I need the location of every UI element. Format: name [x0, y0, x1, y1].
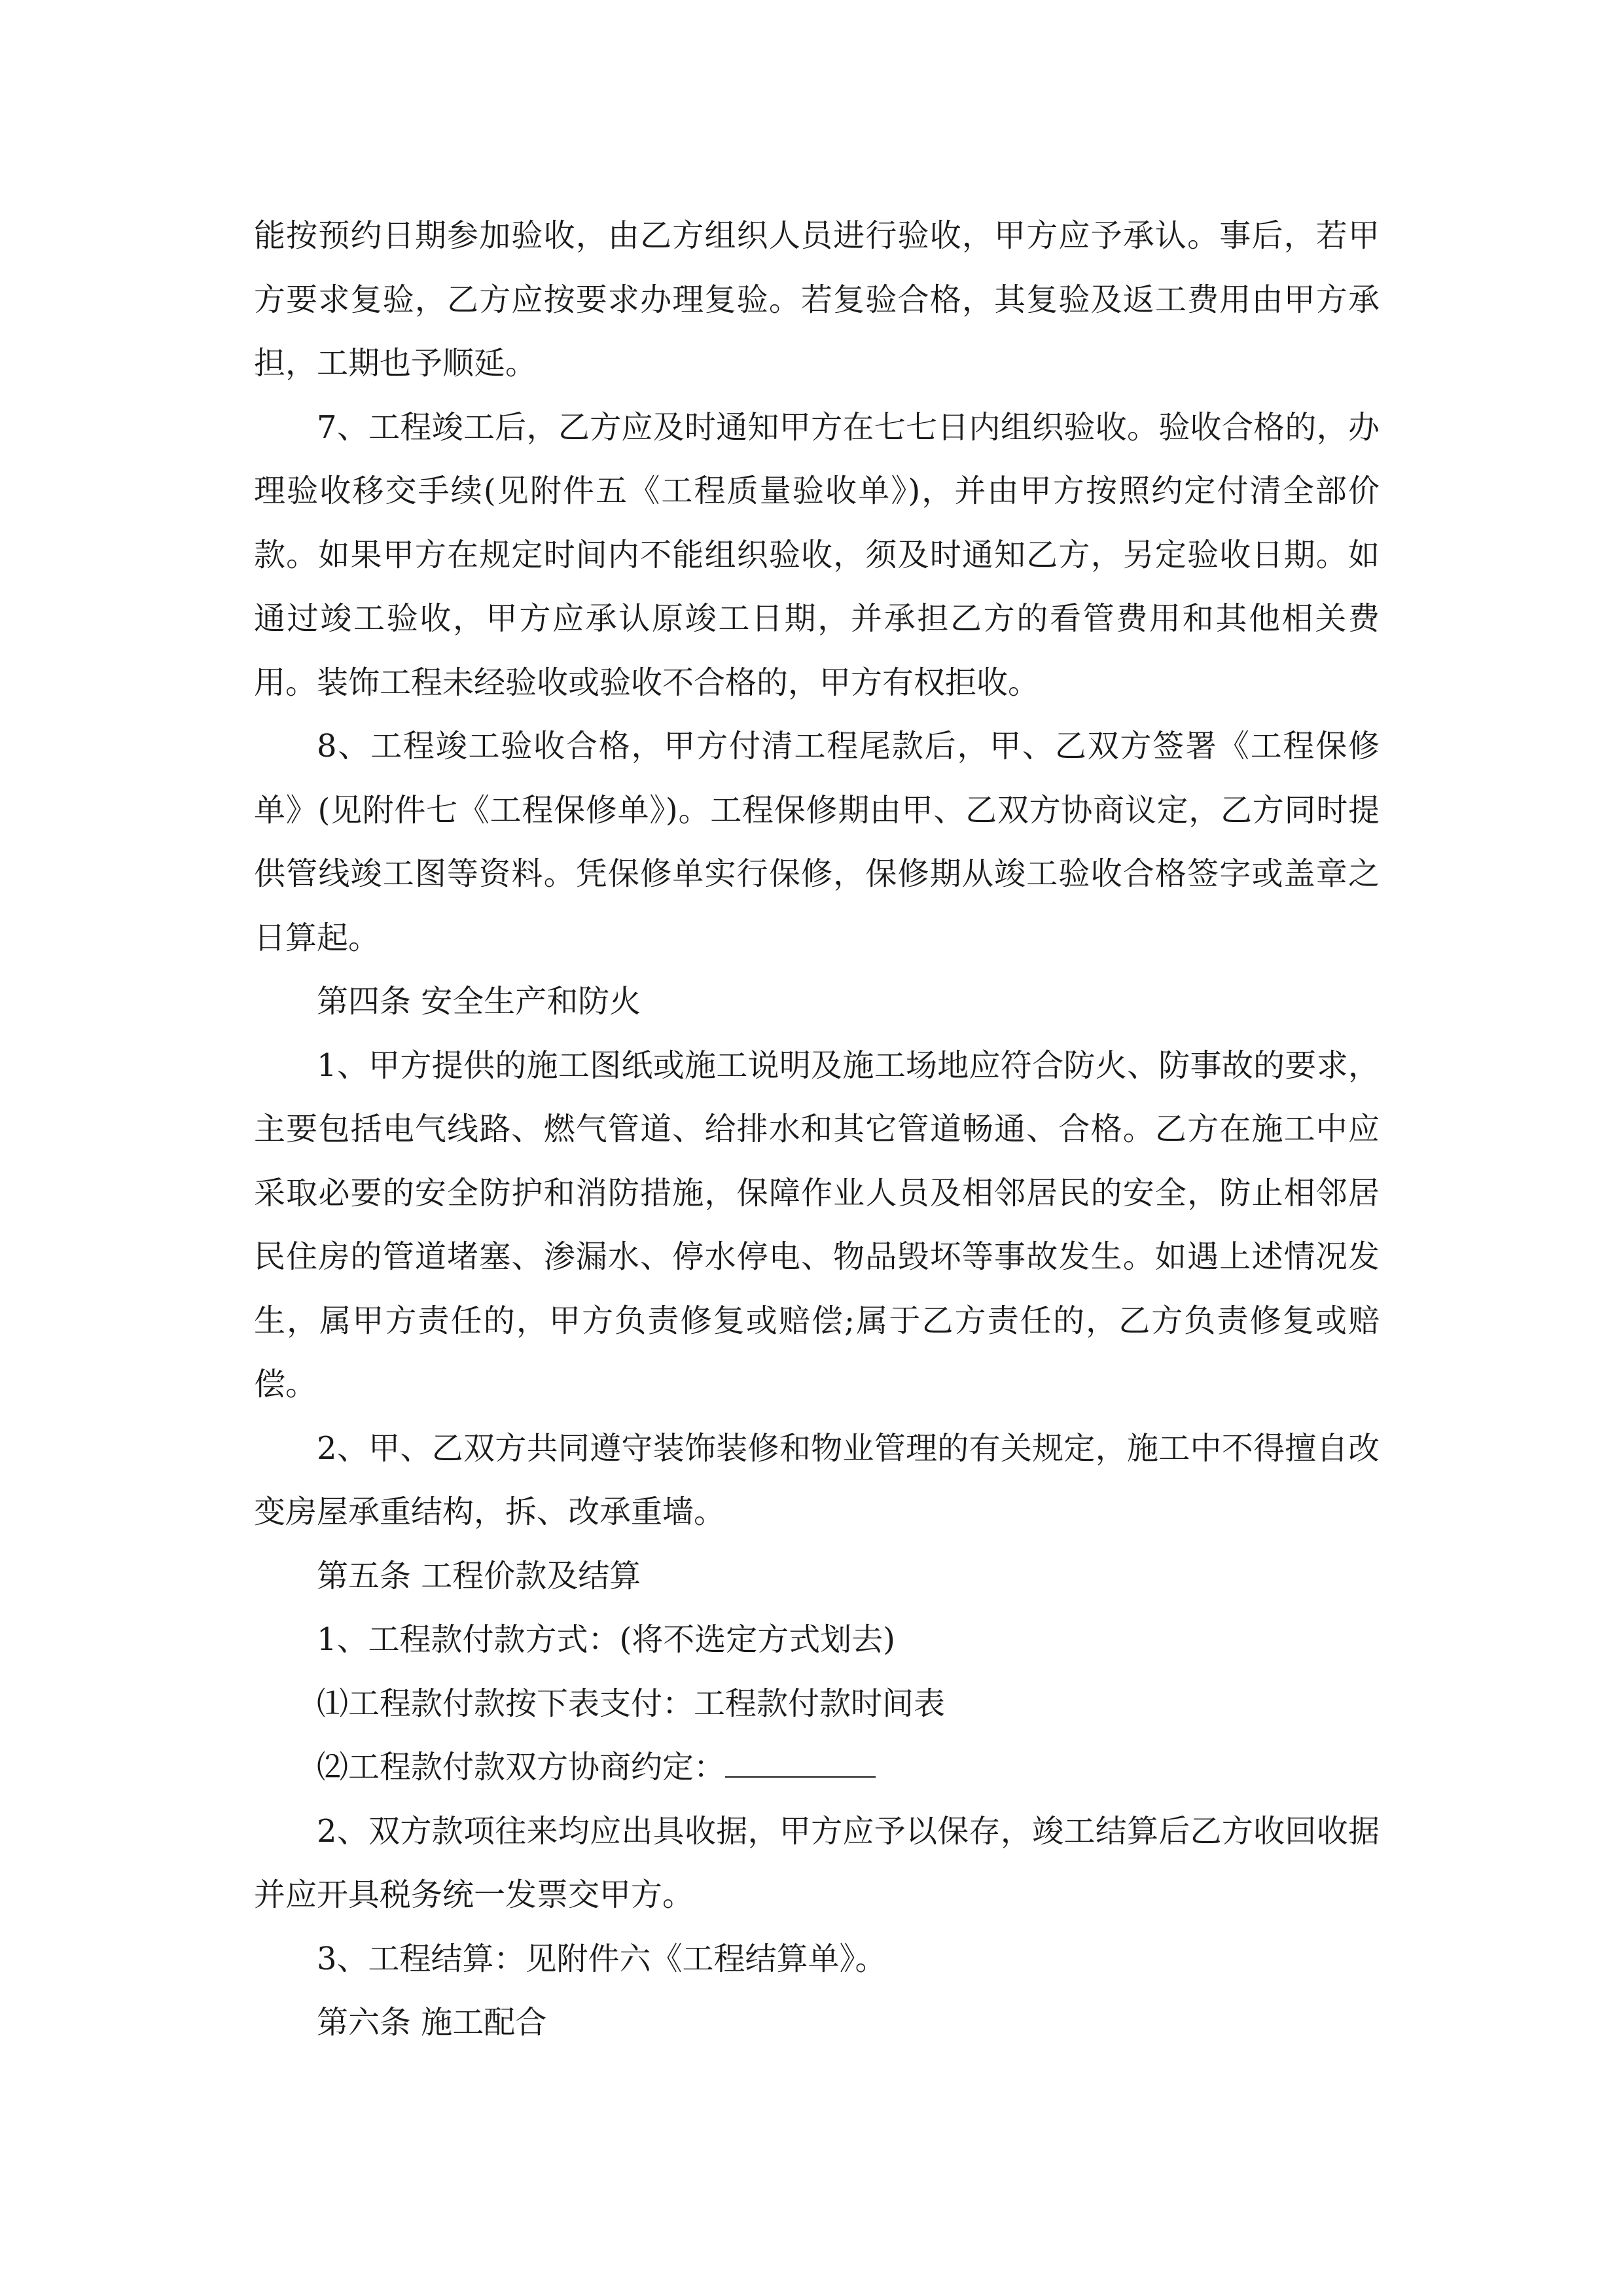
paragraph-article-5-item-2: 2、双方款项往来均应出具收据，甲方应予以保存，竣工结算后乙方收回收据并应开具税务统一发票交甲方。	[254, 1812, 1380, 1913]
paragraph-payment-option-2	[254, 1736, 1380, 1800]
paragraph-article-5-item-3: 3、工程结算：见附件六《工程结算单》。	[317, 1940, 887, 1977]
heading-article-5: 第五条 工程价款及结算	[317, 1557, 641, 1594]
paragraph-article-4-item-2: 2、甲、乙双方共同遵守装饰装修和物业管理的有关规定，施工中不得擅自改变房屋承重结构，拆、改承重墙。	[254, 1429, 1380, 1530]
paragraph-clause-8: 8、工程竣工验收合格，甲方付清工程尾款后，甲、乙双方签署《工程保修单》(见附件七《工程保修单》)。工程保修期由甲、乙双方协商议定，乙方同时提供管线竣工图等资料。凭保修单实行保修，保修期从竣工验收合格签字或盖章之日算起。	[254, 728, 1380, 956]
fill-in-blank-line	[725, 1750, 876, 1778]
heading-article-4: 第四条 安全生产和防火	[317, 983, 641, 1020]
payment-option-2-text: ⑵工程款付款双方协商约定：	[317, 1749, 726, 1785]
paragraph-acceptance-continued: 能按预约日期参加验收，由乙方组织人员进行验收，甲方应予承认。事后，若甲方要求复验，乙方应按要求办理复验。若复验合格，其复验及返工费用由甲方承担，工期也予顺延。	[254, 217, 1380, 382]
paragraph-clause-7: 7、工程竣工后，乙方应及时通知甲方在七七日内组织验收。验收合格的，办理验收移交手续(见附件五《工程质量验收单》)，并由甲方按照约定付清全部价款。如果甲方在规定时间内不能组织验收，须及时通知乙方，另定验收日期。如通过竣工验收，甲方应承认原竣工日期，并承担乙方的看管费用和其他相关费用。装饰工程未经验收或验收不合格的，甲方有权拒收。	[254, 408, 1380, 701]
heading-article-6: 第六条 施工配合	[317, 2004, 547, 2041]
document-body	[254, 204, 1380, 2055]
paragraph-payment-option-1: ⑴工程款付款按下表支付：工程款付款时间表	[317, 1685, 946, 1722]
paragraph-article-5-item-1: 1、工程款付款方式：(将不选定方式划去)	[317, 1621, 895, 1658]
paragraph-article-4-item-1: 1、甲方提供的施工图纸或施工说明及施工场地应符合防火、防事故的要求，主要包括电气线路、燃气管道、给排水和其它管道畅通、合格。乙方在施工中应采取必要的安全防护和消防措施，保障作业人员及相邻居民的安全，防止相邻居民住房的管道堵塞、渗漏水、停水停电、物品毁坏等事故发生。如遇上述情况发生，属甲方责任的，甲方负责修复或赔偿;属于乙方责任的，乙方负责修复或赔偿。	[254, 1047, 1380, 1403]
